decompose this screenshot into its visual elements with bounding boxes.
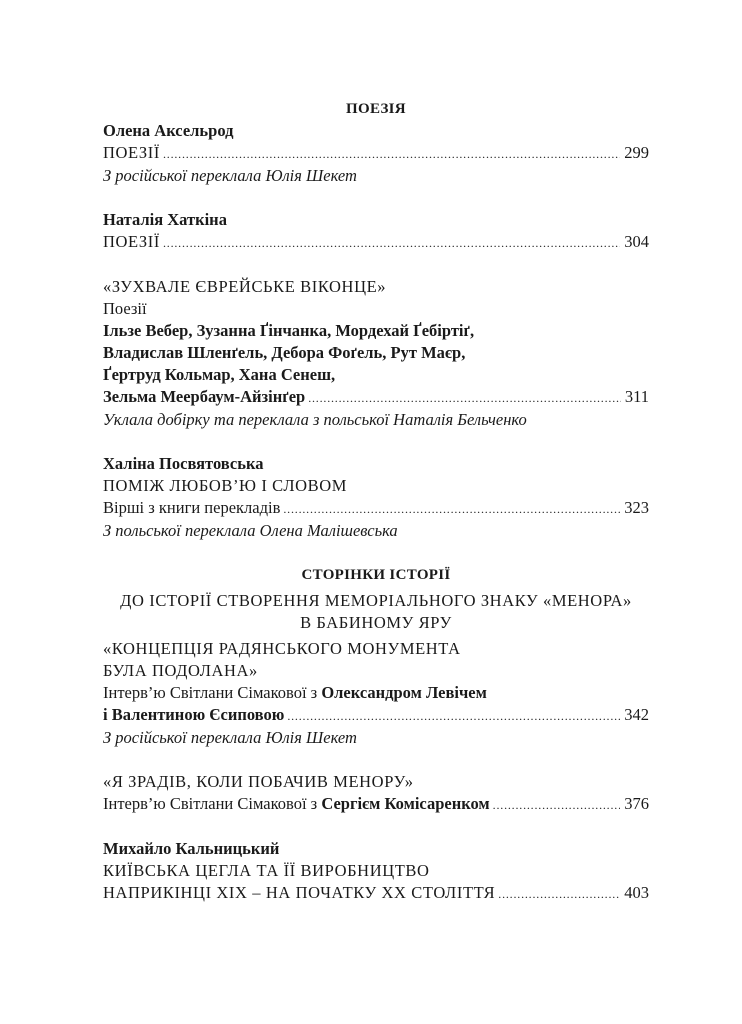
dot-leader [308,386,621,409]
toc-entry [103,276,649,431]
dot-leader [498,882,620,905]
entry-subtitle: Вірші з книги перекладів [103,498,281,517]
entry-title: ПОЕЗІЇ [103,143,160,162]
section-title: ПОЕЗІЯ [346,101,406,117]
page-number: 376 [624,794,649,813]
toc-line[interactable] [103,882,649,905]
entry-authors-line: Ільзе Вебер, Зузанна Ґінчанка, Мордехай Ґебіртіґ, [103,321,475,340]
page-number: 342 [624,705,649,724]
entry-author: Олена Аксельрод [103,121,234,140]
entry-title: «Я ЗРАДІВ, КОЛИ ПОБАЧИВ МЕНОРУ» [103,772,414,791]
toc-entry [103,209,649,254]
dot-leader [287,704,620,727]
dot-leader [493,793,621,816]
entry-title: В БАБИНОМУ ЯРУ [300,613,452,632]
toc-line[interactable] [103,704,649,727]
translator-credit: З російської переклала Юлія Шекет [103,728,357,747]
page-number: 323 [624,498,649,517]
translator-credit: З російської переклала Юлія Шекет [103,166,357,185]
entry-author: Наталія Хаткіна [103,210,227,229]
dot-leader [163,142,620,165]
toc-entry [103,120,649,187]
toc-line[interactable] [103,793,649,816]
table-of-contents [103,98,649,927]
entry-author: Халіна Посвятовська [103,454,264,473]
toc-entry [103,590,649,634]
interview-credit: Інтерв’ю Світлани Сімакової з Сергієм Комісаренком [103,794,490,813]
page-number: 403 [624,883,649,902]
entry-title: ПОМІЖ ЛЮБОВ’Ю І СЛОВОМ [103,476,348,495]
entry-title: КИЇВСЬКА ЦЕГЛА ТА ЇЇ ВИРОБНИЦТВО [103,861,430,880]
toc-entry [103,453,649,542]
toc-entry [103,838,649,905]
page-number: 299 [624,143,649,162]
toc-entry [103,638,649,749]
translator-credit: Уклала добірку та переклала з польської Наталія Бельченко [103,410,527,429]
entry-title: БУЛА ПОДОЛАНА» [103,661,258,680]
entry-subtitle: Поезії [103,299,147,318]
entry-authors-line: Зельма Меербаум-Айзінґер [103,387,306,406]
translator-credit: З польської переклала Олена Малішевська [103,521,398,540]
toc-line[interactable] [103,142,649,165]
entry-author: Михайло Кальницький [103,839,280,858]
section-title: СТОРІНКИ ІСТОРІЇ [301,567,451,583]
interview-credit: Інтерв’ю Світлани Сімакової з Олександром Левічем [103,683,487,702]
entry-title: НАПРИКІНЦІ ХІХ – НА ПОЧАТКУ ХХ СТОЛІТТЯ [103,883,496,902]
entry-title: «ЗУХВАЛЕ ЄВРЕЙСЬКЕ ВІКОНЦЕ» [103,277,387,296]
entry-authors-line: Владислав Шленґель, Дебора Фоґель, Рут Маєр, [103,343,466,362]
entry-title: «КОНЦЕПЦІЯ РАДЯНСЬКОГО МОНУМЕНТА [103,639,461,658]
toc-entry [103,771,649,816]
dot-leader [163,231,620,254]
entry-title: ПОЕЗІЇ [103,232,160,251]
toc-line[interactable] [103,386,649,409]
page-number: 311 [624,387,649,406]
entry-authors-line: Ґертруд Кольмар, Хана Сенеш, [103,365,336,384]
entry-title: ДО ІСТОРІЇ СТВОРЕННЯ МЕМОРІАЛЬНОГО ЗНАКУ «МЕНОРА» [120,591,632,610]
interviewee-name: і Валентиною Єсиповою [103,705,285,724]
toc-line[interactable] [103,231,649,254]
toc-line[interactable] [103,497,649,520]
dot-leader [283,497,620,520]
page-number: 304 [624,232,649,251]
